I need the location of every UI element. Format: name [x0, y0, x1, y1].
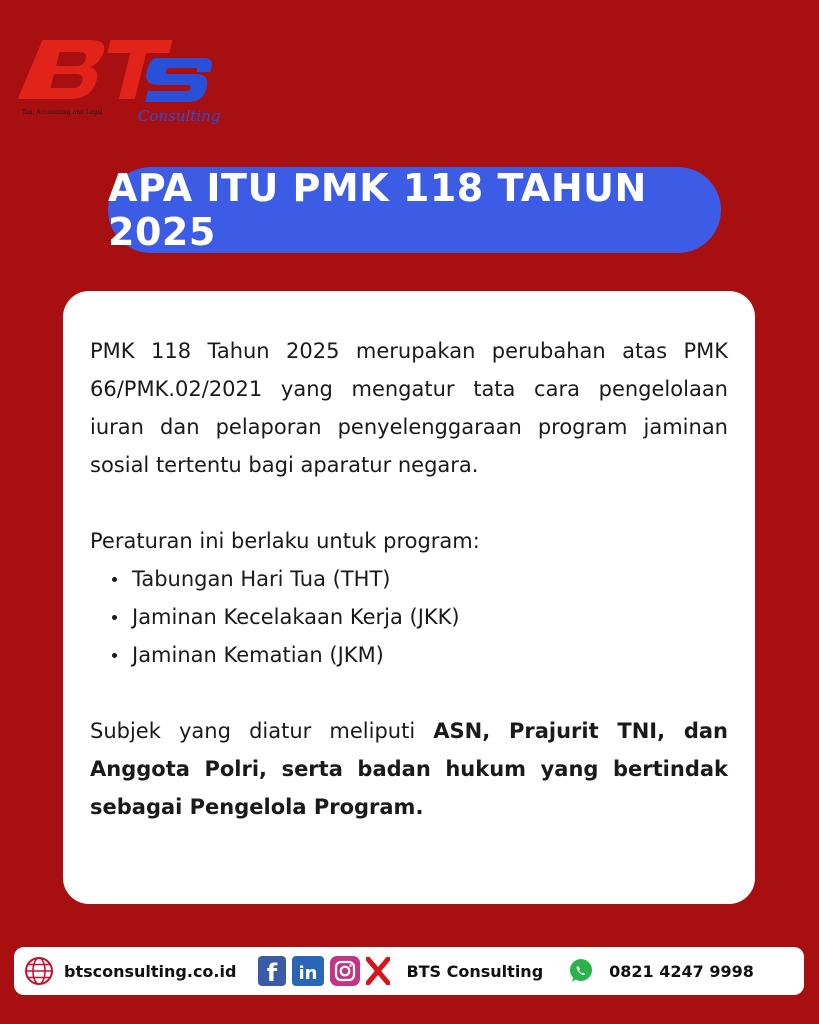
globe-icon [24, 956, 54, 986]
phone-number[interactable]: 0821 4247 9998 [609, 961, 754, 981]
facebook-icon[interactable] [258, 956, 286, 986]
subject-paragraph [90, 712, 728, 826]
svg-text:f: f [267, 959, 278, 986]
list-item: Jaminan Kecelakaan Kerja (JKK) [112, 598, 728, 636]
svg-text:in: in [298, 963, 318, 984]
social-account-name: BTS Consulting [406, 961, 544, 981]
whatsapp-icon[interactable] [567, 957, 595, 985]
svg-text:Consulting: Consulting [138, 107, 221, 125]
instagram-icon[interactable] [330, 956, 360, 986]
x-icon[interactable] [366, 957, 390, 985]
page-title: APA ITU PMK 118 TAHUN 2025 [108, 166, 647, 254]
list-item: Jaminan Kematian (JKM) [112, 636, 728, 674]
subject-bold-text: ASN, Prajurit TNI, dan Anggota Polri, serta badan hukum yang bertindak sebagai Pengelola Program. [90, 719, 728, 819]
description-paragraph: PMK 118 Tahun 2025 merupakan perubahan atas PMK 66/PMK.02/2021 yang mengatur tata cara pengelolaan iuran dan pelaporan penyelenggaraan program jaminan sosial tertentu bagi aparatur negara. [90, 339, 728, 477]
content-card [63, 291, 755, 904]
list-item: Tabungan Hari Tua (THT) [112, 560, 728, 598]
svg-text:Tax, Accounting and Legal: Tax, Accounting and Legal [22, 109, 103, 116]
title-banner [108, 167, 721, 253]
bts-consulting-logo [14, 34, 224, 126]
programs-list [90, 560, 728, 674]
linkedin-icon[interactable] [292, 956, 324, 986]
website-link[interactable]: btsconsulting.co.id [64, 961, 237, 981]
footer-bar [14, 947, 804, 995]
subject-prefix: Subjek yang diatur meliputi [90, 719, 434, 743]
programs-intro: Peraturan ini berlaku untuk program: [90, 529, 480, 553]
